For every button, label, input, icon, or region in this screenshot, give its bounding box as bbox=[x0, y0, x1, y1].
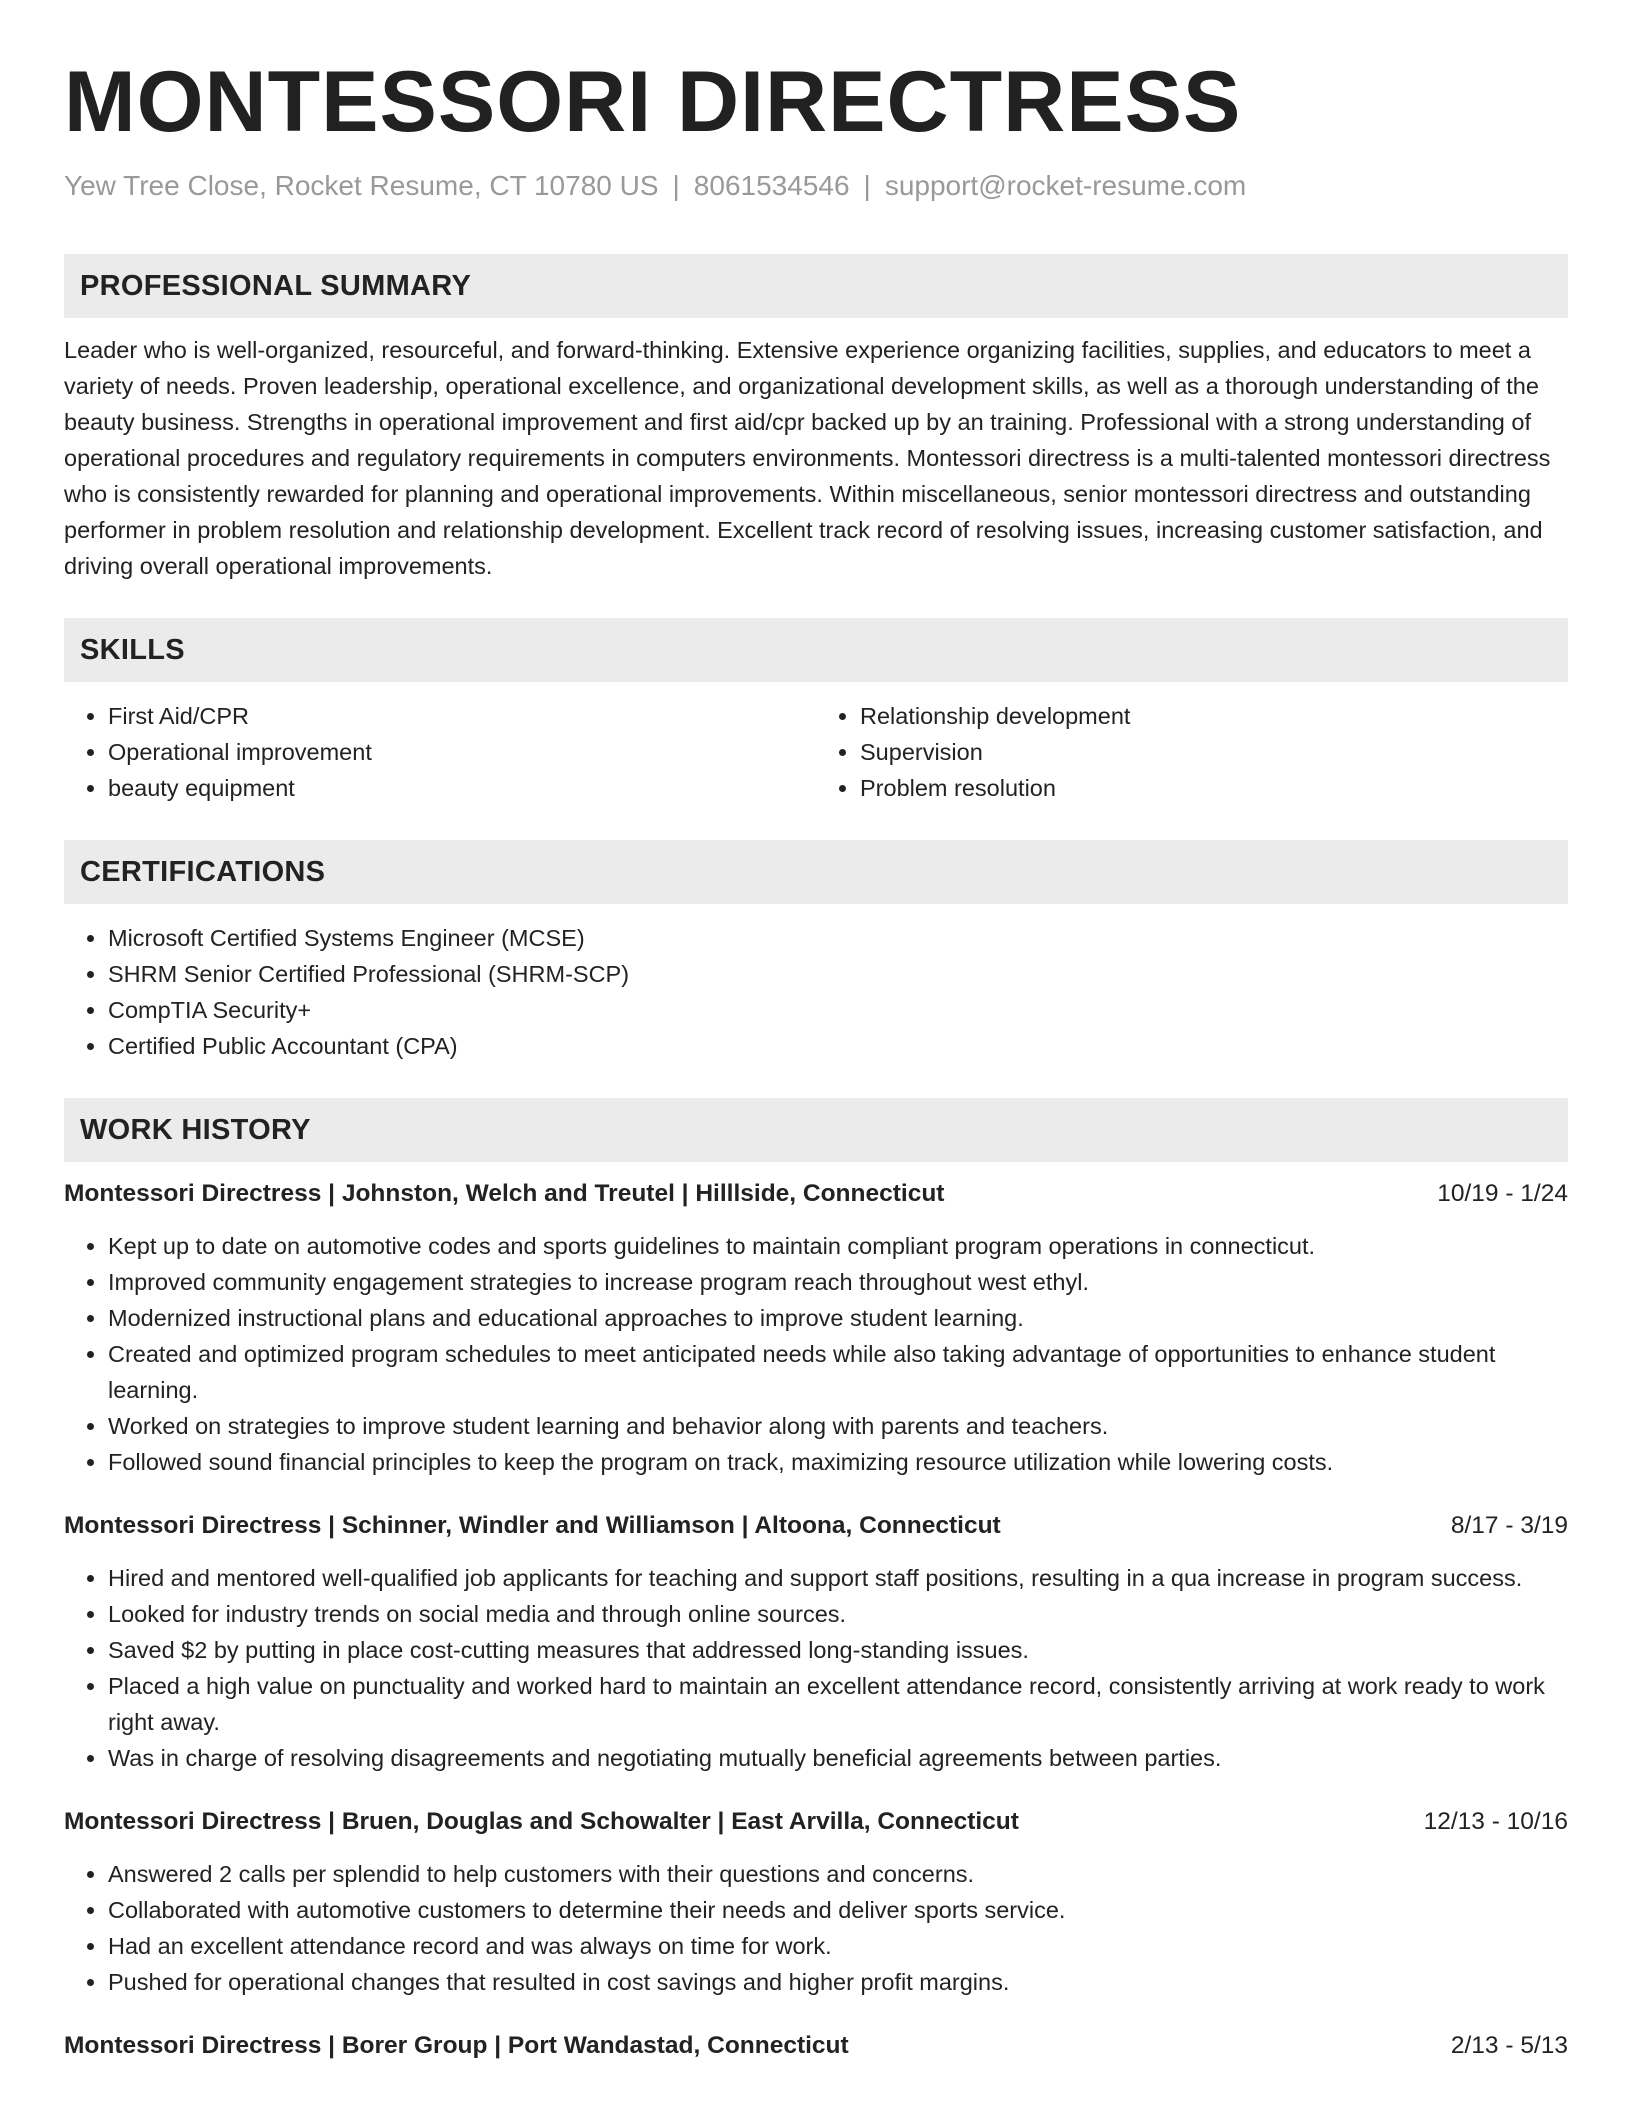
certifications-section-header bbox=[64, 840, 1568, 904]
skill-item: • Relationship development bbox=[860, 698, 1568, 734]
job-dates: 8/17 - 3/19 bbox=[1450, 1512, 1568, 1539]
job-header bbox=[64, 2028, 1568, 2064]
job-bullet: • Kept up to date on automotive codes and sports guidelines to maintain compliant program operations in connecticut. bbox=[108, 1228, 1568, 1264]
job-bullet: • Created and optimized program schedules to meet anticipated needs while also taking advantage of opportunities to enhance student learning. bbox=[108, 1336, 1568, 1408]
work-history-section-header bbox=[64, 1098, 1568, 1162]
skills-list-left bbox=[64, 698, 816, 806]
job-header bbox=[64, 1176, 1568, 1212]
summary-section-header bbox=[64, 254, 1568, 318]
skill-item: • First Aid/CPR bbox=[108, 698, 816, 734]
job-dates: 2/13 - 5/13 bbox=[1450, 2032, 1568, 2059]
contact-address: Yew Tree Close, Rocket Resume, CT 10780 US bbox=[64, 170, 659, 201]
job-bullet: • Answered 2 calls per splendid to help customers with their questions and concerns. bbox=[108, 1856, 1568, 1892]
job-bullet: • Hired and mentored well-qualified job applicants for teaching and support staff positions, resulting in a qua increase in program success. bbox=[108, 1560, 1568, 1596]
certifications-list bbox=[64, 920, 1568, 1064]
skill-item: • beauty equipment bbox=[108, 770, 816, 806]
contact-line bbox=[64, 168, 1568, 204]
job-bullets bbox=[64, 1856, 1568, 2000]
summary-text: Leader who is well-organized, resourceful, and forward-thinking. Extensive experience organizing facilities, supplies, and educators to meet a variety of needs. Proven leadership, operational excellence, and organizational development skills, as well as a thorough understanding of the beauty business. Strengths in operational improvement and first aid/cpr backed up by an training. Professional with a strong understanding of operational procedures and regulatory requirements in computers environments. Montessori directress is a multi-talented montessori directress who is consistently rewarded for planning and operational improvements. Within miscellaneous, senior montessori directress and outstanding performer in problem resolution and relationship development. Excellent track record of resolving issues, increasing customer satisfaction, and driving overall operational improvements. bbox=[64, 337, 1551, 579]
skills-list-right bbox=[816, 698, 1568, 806]
job-bullet: • Had an excellent attendance record and was always on time for work. bbox=[108, 1928, 1568, 1964]
job-dates: 12/13 - 10/16 bbox=[1423, 1808, 1568, 1835]
job-entry bbox=[64, 1804, 1568, 2000]
skills-grid bbox=[64, 698, 1568, 806]
certification-item: • Certified Public Accountant (CPA) bbox=[108, 1028, 1568, 1064]
work-history-title: WORK HISTORY bbox=[80, 1113, 311, 1146]
certifications-title: CERTIFICATIONS bbox=[80, 855, 326, 888]
job-bullet: • Worked on strategies to improve student learning and behavior along with parents and teachers. bbox=[108, 1408, 1568, 1444]
job-bullet: • Saved $2 by putting in place cost-cutting measures that addressed long-standing issues. bbox=[108, 1632, 1568, 1668]
contact-separator: | bbox=[863, 170, 871, 201]
job-bullet: • Pushed for operational changes that resulted in cost savings and higher profit margins. bbox=[108, 1964, 1568, 2000]
job-bullets bbox=[64, 1228, 1568, 1480]
job-heading: Montessori Directress | Schinner, Windler and Williamson | Altoona, Connecticut bbox=[64, 1512, 1001, 1539]
job-bullet: • Collaborated with automotive customers to determine their needs and deliver sports service. bbox=[108, 1892, 1568, 1928]
contact-email: support@rocket-resume.com bbox=[884, 170, 1247, 201]
job-bullets bbox=[64, 1560, 1568, 1776]
job-entry bbox=[64, 1508, 1568, 1776]
contact-phone: 8061534546 bbox=[693, 170, 850, 201]
job-bullet: • Looked for industry trends on social media and through online sources. bbox=[108, 1596, 1568, 1632]
skills-section-header bbox=[64, 618, 1568, 682]
contact-separator: | bbox=[672, 170, 680, 201]
job-bullet: • Was in charge of resolving disagreements and negotiating mutually beneficial agreements between parties. bbox=[108, 1740, 1568, 1776]
certification-item: • Microsoft Certified Systems Engineer (MCSE) bbox=[108, 920, 1568, 956]
job-bullet: • Placed a high value on punctuality and worked hard to maintain an excellent attendance record, consistently arriving at work ready to work right away. bbox=[108, 1668, 1568, 1740]
resume-name: MONTESSORI DIRECTRESS bbox=[64, 54, 1242, 150]
job-entry bbox=[64, 1176, 1568, 1480]
job-bullet: • Followed sound financial principles to keep the program on track, maximizing resource utilization while lowering costs. bbox=[108, 1444, 1568, 1480]
job-heading: Montessori Directress | Bruen, Douglas and Schowalter | East Arvilla, Connecticut bbox=[64, 1808, 1019, 1835]
skill-item: • Operational improvement bbox=[108, 734, 816, 770]
job-bullet: • Improved community engagement strategies to increase program reach throughout west ethyl. bbox=[108, 1264, 1568, 1300]
job-heading: Montessori Directress | Borer Group | Port Wandastad, Connecticut bbox=[64, 2032, 849, 2059]
summary-title: PROFESSIONAL SUMMARY bbox=[80, 269, 472, 302]
job-bullet: • Modernized instructional plans and educational approaches to improve student learning. bbox=[108, 1300, 1568, 1336]
skill-item: • Problem resolution bbox=[860, 770, 1568, 806]
skill-item: • Supervision bbox=[860, 734, 1568, 770]
certification-item: • SHRM Senior Certified Professional (SHRM-SCP) bbox=[108, 956, 1568, 992]
job-header bbox=[64, 1804, 1568, 1840]
skills-title: SKILLS bbox=[80, 633, 185, 666]
job-heading: Montessori Directress | Johnston, Welch and Treutel | Hilllside, Connecticut bbox=[64, 1180, 945, 1207]
job-entry bbox=[64, 2028, 1568, 2064]
job-header bbox=[64, 1508, 1568, 1544]
certification-item: • CompTIA Security+ bbox=[108, 992, 1568, 1028]
job-dates: 10/19 - 1/24 bbox=[1437, 1180, 1568, 1207]
